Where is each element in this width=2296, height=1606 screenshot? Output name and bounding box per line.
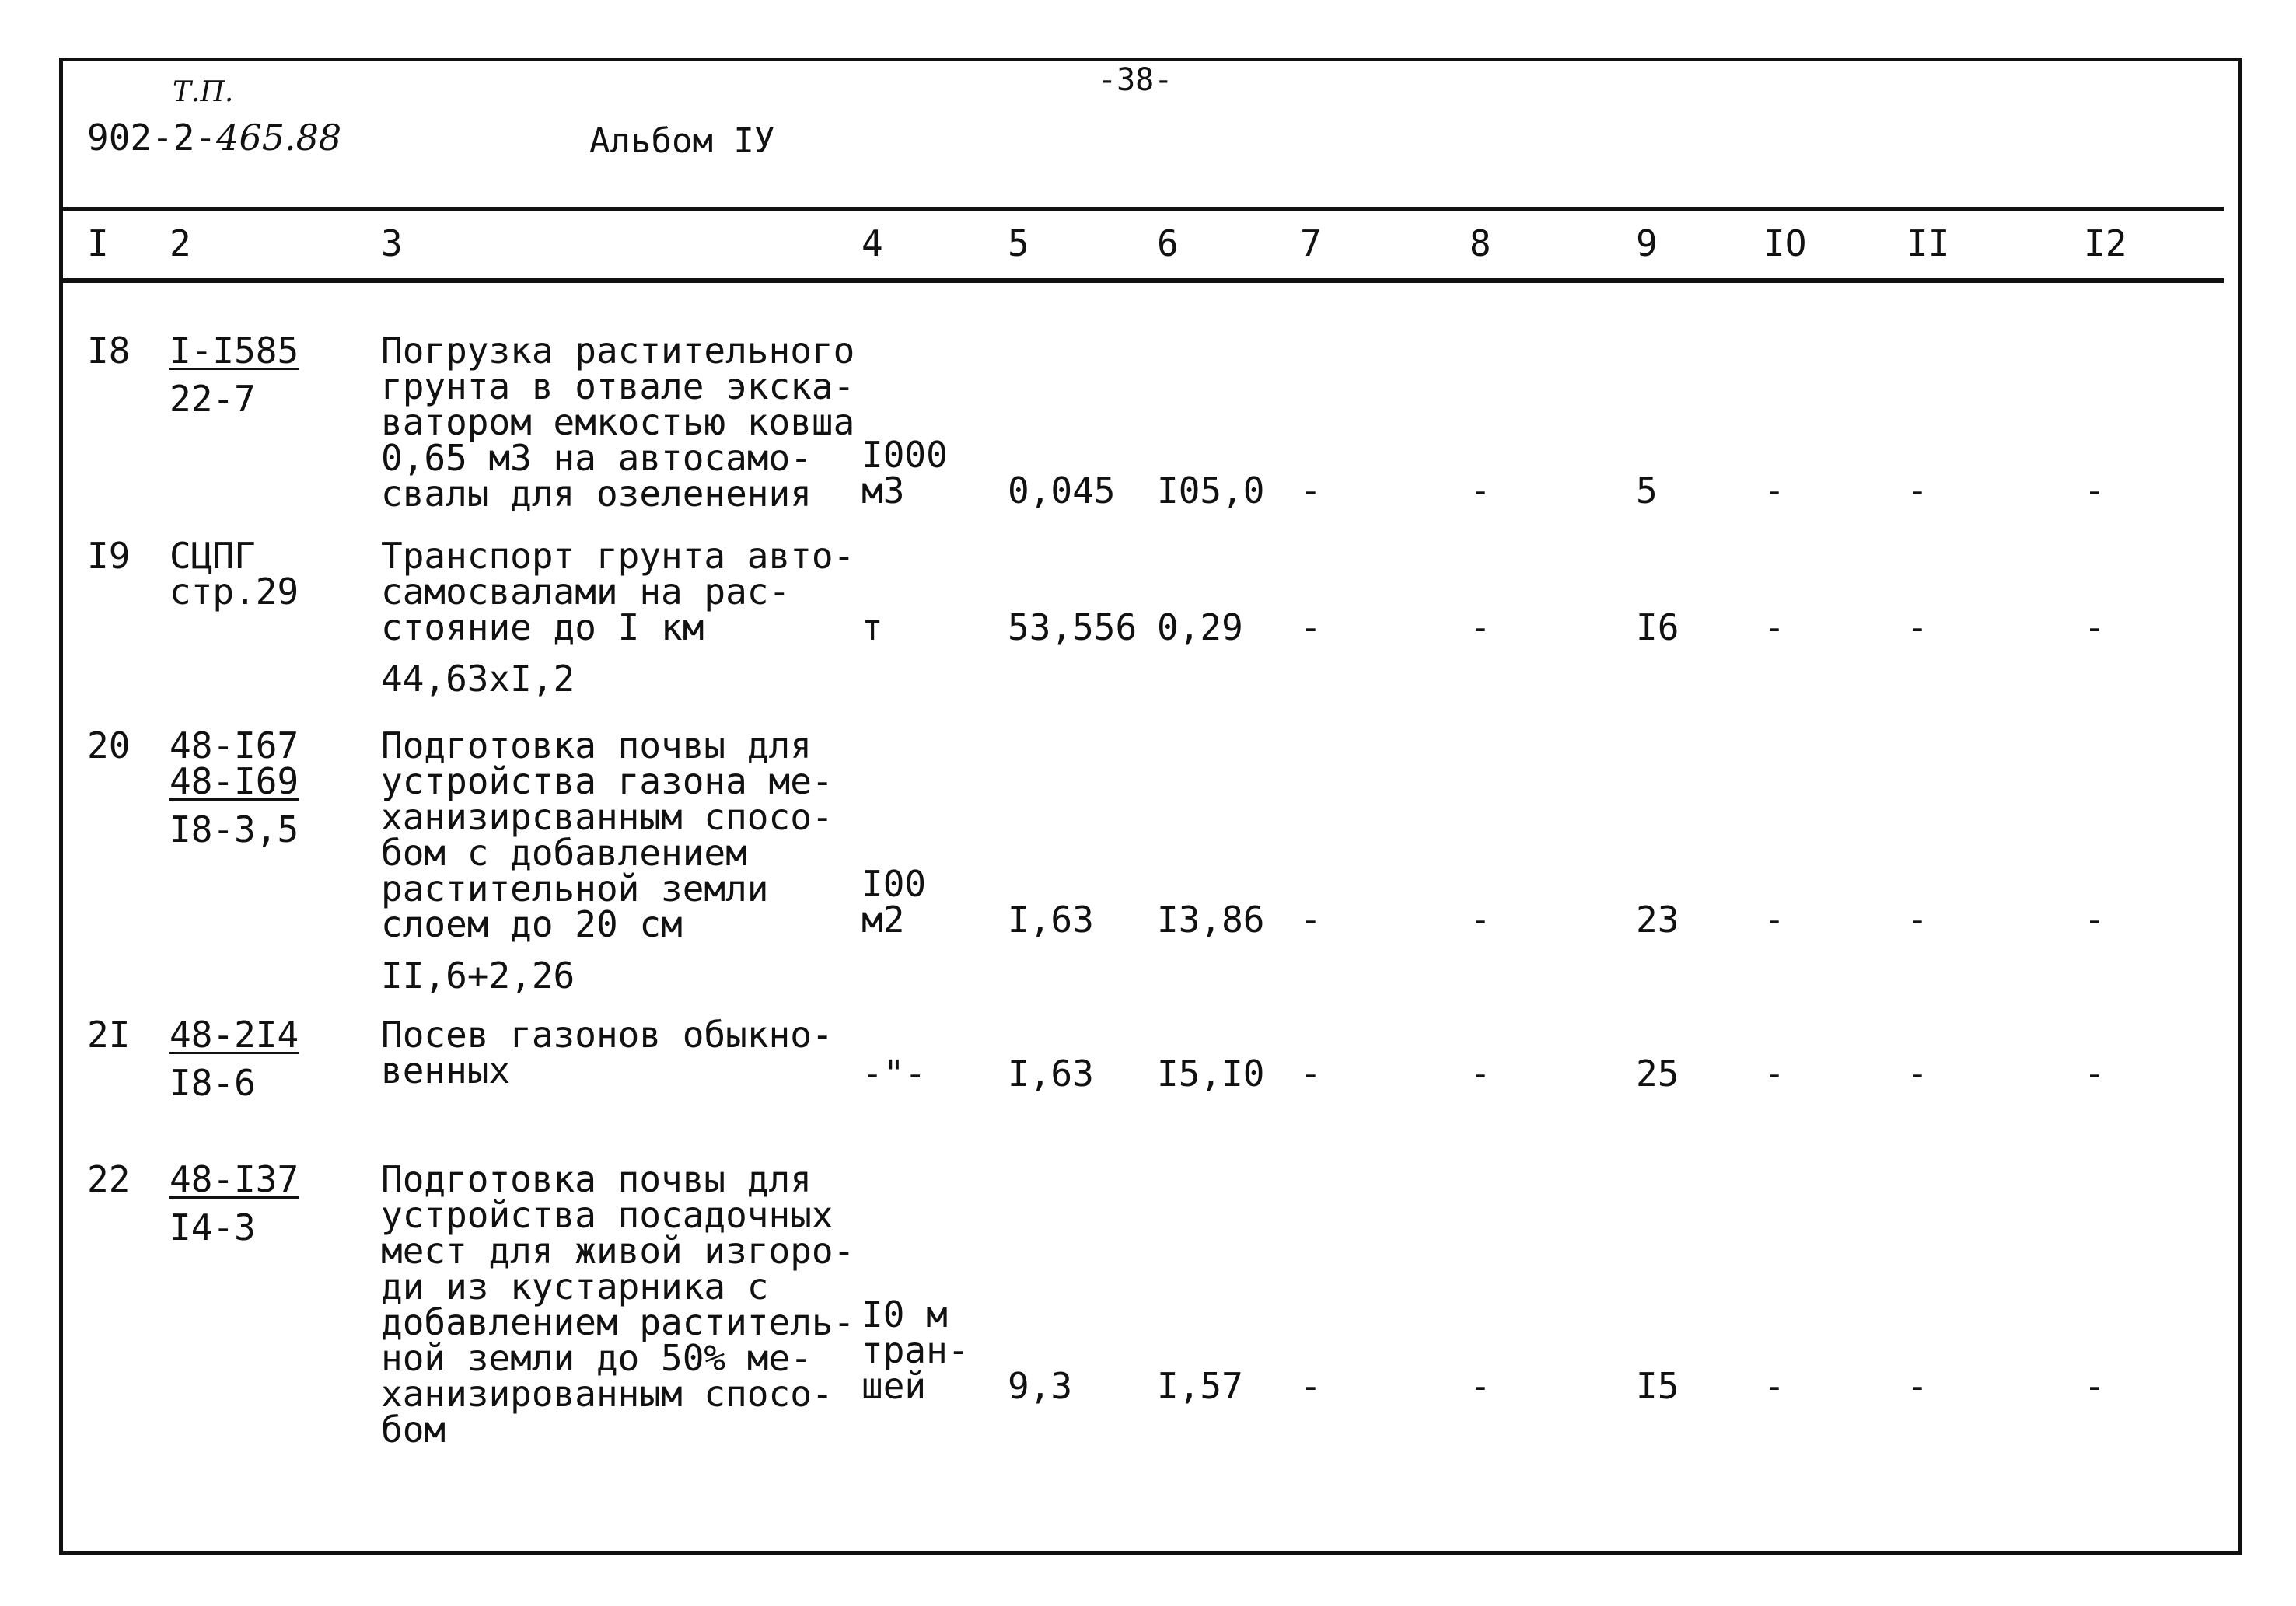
row-number: I8 <box>87 330 131 372</box>
norm-code-top: 48-I67 <box>169 724 299 766</box>
value-col-9: 25 <box>1636 1053 1679 1095</box>
work-description: Посев газонов обыкно- венных <box>381 1014 833 1091</box>
value-col-10: - <box>1763 899 1785 941</box>
value-col-9: 5 <box>1636 470 1658 511</box>
column-header-2: 2 <box>169 222 191 264</box>
header-top-rule <box>62 207 2224 211</box>
value-col-9: 23 <box>1636 899 1679 941</box>
norm-code-bottom: I8-6 <box>169 1062 256 1104</box>
row-number: 2I <box>87 1014 131 1056</box>
value-col-8: - <box>1470 1365 1491 1407</box>
value-col-7: - <box>1300 470 1322 511</box>
value-col-10: - <box>1763 1365 1785 1407</box>
value-col-8: - <box>1470 1053 1491 1095</box>
norm-code-bottom: I4-3 <box>169 1206 256 1248</box>
column-header-7: 7 <box>1300 222 1322 264</box>
value-col-11: - <box>1906 606 1928 648</box>
value-col-11: - <box>1906 470 1928 511</box>
work-description: Погрузка растительного грунта в отвале экска- ватором емкостью ковша 0,65 м3 на автосамо- свалы для озеленения <box>381 330 855 515</box>
value-col-6: I05,0 <box>1157 470 1265 511</box>
unit: т <box>861 606 883 648</box>
norm-code-top: 48-I37 <box>169 1158 299 1200</box>
column-header-4: 4 <box>861 222 883 264</box>
norm-code-bottom: 22-7 <box>169 378 256 420</box>
value-col-6: 0,29 <box>1157 606 1243 648</box>
value-col-6: I5,I0 <box>1157 1053 1265 1095</box>
value-col-11: - <box>1906 1053 1928 1095</box>
value-col-11: - <box>1906 899 1928 941</box>
column-header-12: I2 <box>2084 222 2127 264</box>
column-header-6: 6 <box>1157 222 1179 264</box>
document-id-prefix: 902-2- <box>87 117 217 159</box>
norm-code-top: 48-2I4 <box>169 1014 299 1056</box>
value-col-5: I,63 <box>1008 1053 1094 1095</box>
header-bottom-rule <box>62 278 2224 283</box>
value-col-5: I,63 <box>1008 899 1094 941</box>
column-header-8: 8 <box>1470 222 1491 264</box>
unit: I00 м2 <box>861 863 927 941</box>
value-col-7: - <box>1300 1365 1322 1407</box>
value-col-7: - <box>1300 606 1322 648</box>
value-col-5: 0,045 <box>1008 470 1116 511</box>
norm-code-top: СЦПГ <box>169 535 256 577</box>
column-header-11: II <box>1906 222 1950 264</box>
column-header-5: 5 <box>1008 222 1029 264</box>
value-col-10: - <box>1763 470 1785 511</box>
unit: I000 м3 <box>861 434 948 511</box>
quantity-formula: II,6+2,26 <box>381 955 575 997</box>
row-number: 20 <box>87 724 131 766</box>
value-col-9: I5 <box>1636 1365 1679 1407</box>
work-description: Подготовка почвы для устройства газона ме- ханизирсванным спосо- бом с добавлением растительной земли слоем до 20 см <box>381 724 833 945</box>
norm-code-bottom: I8-3,5 <box>169 808 299 850</box>
value-col-5: 9,3 <box>1008 1365 1073 1407</box>
value-col-11: - <box>1906 1365 1928 1407</box>
row-number: 22 <box>87 1158 131 1200</box>
value-col-10: - <box>1763 606 1785 648</box>
row-number: I9 <box>87 535 131 577</box>
value-col-12: - <box>2084 1365 2106 1407</box>
norm-code-bottom: стр.29 <box>169 571 299 613</box>
page-number: -38- <box>1098 62 1173 98</box>
column-header-3: 3 <box>381 222 403 264</box>
value-col-12: - <box>2084 899 2106 941</box>
work-description: Подготовка почвы для устройства посадочных мест для живой изгоро- ди из кустарника с добавлением раститель- ной земли до 50% ме- ханизированным спосо- бом <box>381 1158 855 1451</box>
value-col-6: I,57 <box>1157 1365 1243 1407</box>
handwritten-note: Т.П. <box>173 76 234 108</box>
value-col-5: 53,556 <box>1008 606 1138 648</box>
unit: -"- <box>861 1053 927 1095</box>
column-header-10: IO <box>1763 222 1807 264</box>
value-col-8: - <box>1470 606 1491 648</box>
value-col-12: - <box>2084 606 2106 648</box>
column-header-1: I <box>87 222 109 264</box>
value-col-8: - <box>1470 470 1491 511</box>
quantity-formula: 44,63xI,2 <box>381 658 575 700</box>
value-col-12: - <box>2084 1053 2106 1095</box>
value-col-9: I6 <box>1636 606 1679 648</box>
column-header-9: 9 <box>1636 222 1658 264</box>
norm-code-mid: 48-I69 <box>169 760 299 802</box>
value-col-10: - <box>1763 1053 1785 1095</box>
value-col-12: - <box>2084 470 2106 511</box>
document-id-handwritten: 465.88 <box>216 117 342 159</box>
value-col-7: - <box>1300 899 1322 941</box>
value-col-8: - <box>1470 899 1491 941</box>
unit: I0 м тран- шей <box>861 1294 970 1407</box>
document-id <box>87 117 341 159</box>
norm-code-top: I-I585 <box>169 330 299 372</box>
value-col-7: - <box>1300 1053 1322 1095</box>
value-col-6: I3,86 <box>1157 899 1265 941</box>
work-description: Транспорт грунта авто- самосвалами на рас- стояние до I км <box>381 535 855 648</box>
album-label: Альбом IУ <box>589 121 775 161</box>
